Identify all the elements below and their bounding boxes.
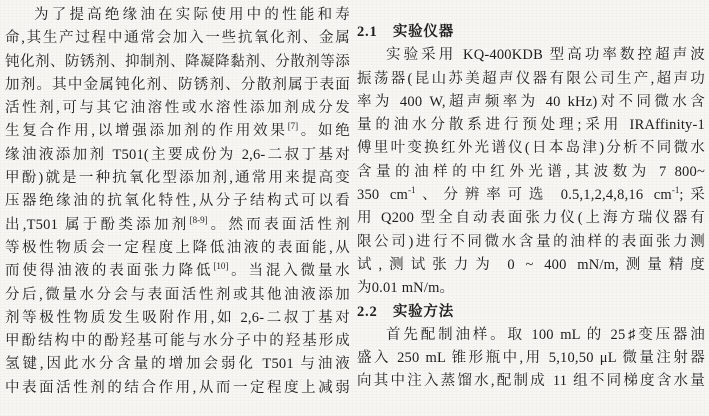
text-line: 量的油水分散系进行预处理;采用 IRAffinity-1: [357, 117, 705, 134]
text-line: 振荡器(昆山苏美超声仪器有限公司生产,超声功: [357, 70, 705, 87]
text-line: 试,测试张力为 0 ~ 400 mN/m,测量精度: [357, 256, 705, 273]
text-line: 甲酚)就是一种抗氧化型添加剂,通常用来提高变: [5, 170, 350, 187]
text-line: 含量的油样的中红外光谱,其波数为 7 800~: [357, 163, 705, 180]
superscript-citation: [7]: [287, 121, 299, 132]
right-column: [357, 4, 705, 394]
text-line: 盛入 250 mL 锥形瓶中,用 5,10,50 μL 微量注射器: [357, 350, 705, 367]
text-line: 氢键,因此水分含量的增加会弱化 T501 与油液: [5, 356, 350, 373]
text-line: 用 Q200 型全自动表面张力仪(上海方瑞仪器有: [357, 210, 705, 227]
text-line: 出,T501 属于酚类添加剂[8-9]。然而表面活性剂: [5, 214, 350, 233]
text-line: 350 cm$^{-1}$、分辨率可选 0.5,1,2,4,8,16 cm$^{-1}$;采: [357, 185, 705, 204]
section-heading: 2.1 实验仪器: [357, 24, 455, 40]
text-line: 等极性物质会一定程度上降低油液的表面能,从: [5, 239, 350, 256]
text-line: 率为 400 W,超声频率为 40 kHz)对不同微水含: [357, 93, 705, 110]
text-line: 缘油液添加剂 T501(主要成份为 2,6-二叔丁基对: [5, 146, 350, 163]
text-line: 命,其生产过程中通常会加入一些抗氧化剂、金属: [5, 30, 350, 47]
text-line: 加剂。其中金属钝化剂、防锈剂、分散剂属于表面: [5, 76, 350, 93]
text-line: 中表面活性剂的结合作用,从而一定程度上减弱: [5, 379, 350, 396]
text-line: 压器绝缘油的抗氧化特性,从分子结构式可以看: [5, 193, 350, 210]
text-line: 为0.01 mN/m。: [357, 280, 455, 297]
text-line: 甲酚结构中的酚羟基可能与水分子中的羟基形成: [5, 333, 350, 350]
text-line: 傅里叶变换红外光谱仪(日本岛津)分析不同微水: [357, 140, 705, 157]
text-line: 活性剂,可与其它油溶性或水溶性添加剂成分发: [5, 100, 350, 117]
superscript-citation: -1: [407, 185, 416, 196]
section-heading: 2.2 实验方法: [357, 303, 455, 320]
text-line: 向其中注入蒸馏水,配制成 11 组不同梯度含水量: [357, 373, 705, 390]
text-line: 钝化剂、防锈剂、抑制剂、降凝降黏剂、分散剂等添: [5, 53, 350, 70]
text-line: 分后,微量水分会与表面活性剂或其他油液添加: [5, 286, 350, 303]
text-line: 而使得油液的表面张力降低[10]。当混入微量水: [5, 261, 350, 280]
text-line: 首先配制油样。取 100 mL 的 25♯变压器油: [386, 326, 705, 343]
superscript-citation: -1: [671, 185, 680, 196]
text-line: 限公司)进行不同微水含量的油样的表面张力测: [357, 233, 705, 250]
text-line: 剂等极性物质发生吸附作用,如 2,6-二叔丁基对: [5, 309, 350, 326]
text-line: 为了提高绝缘油在实际使用中的性能和寿: [34, 7, 350, 23]
left-column: [5, 4, 350, 400]
superscript-citation: [8-9]: [189, 214, 208, 225]
text-line: 实验采用 KQ-400KDB 型高功率数控超声波: [386, 47, 705, 64]
superscript-citation: [10]: [213, 261, 229, 272]
text-line: 生复合作用,以增强添加剂的作用效果[7]。如绝: [5, 121, 350, 140]
